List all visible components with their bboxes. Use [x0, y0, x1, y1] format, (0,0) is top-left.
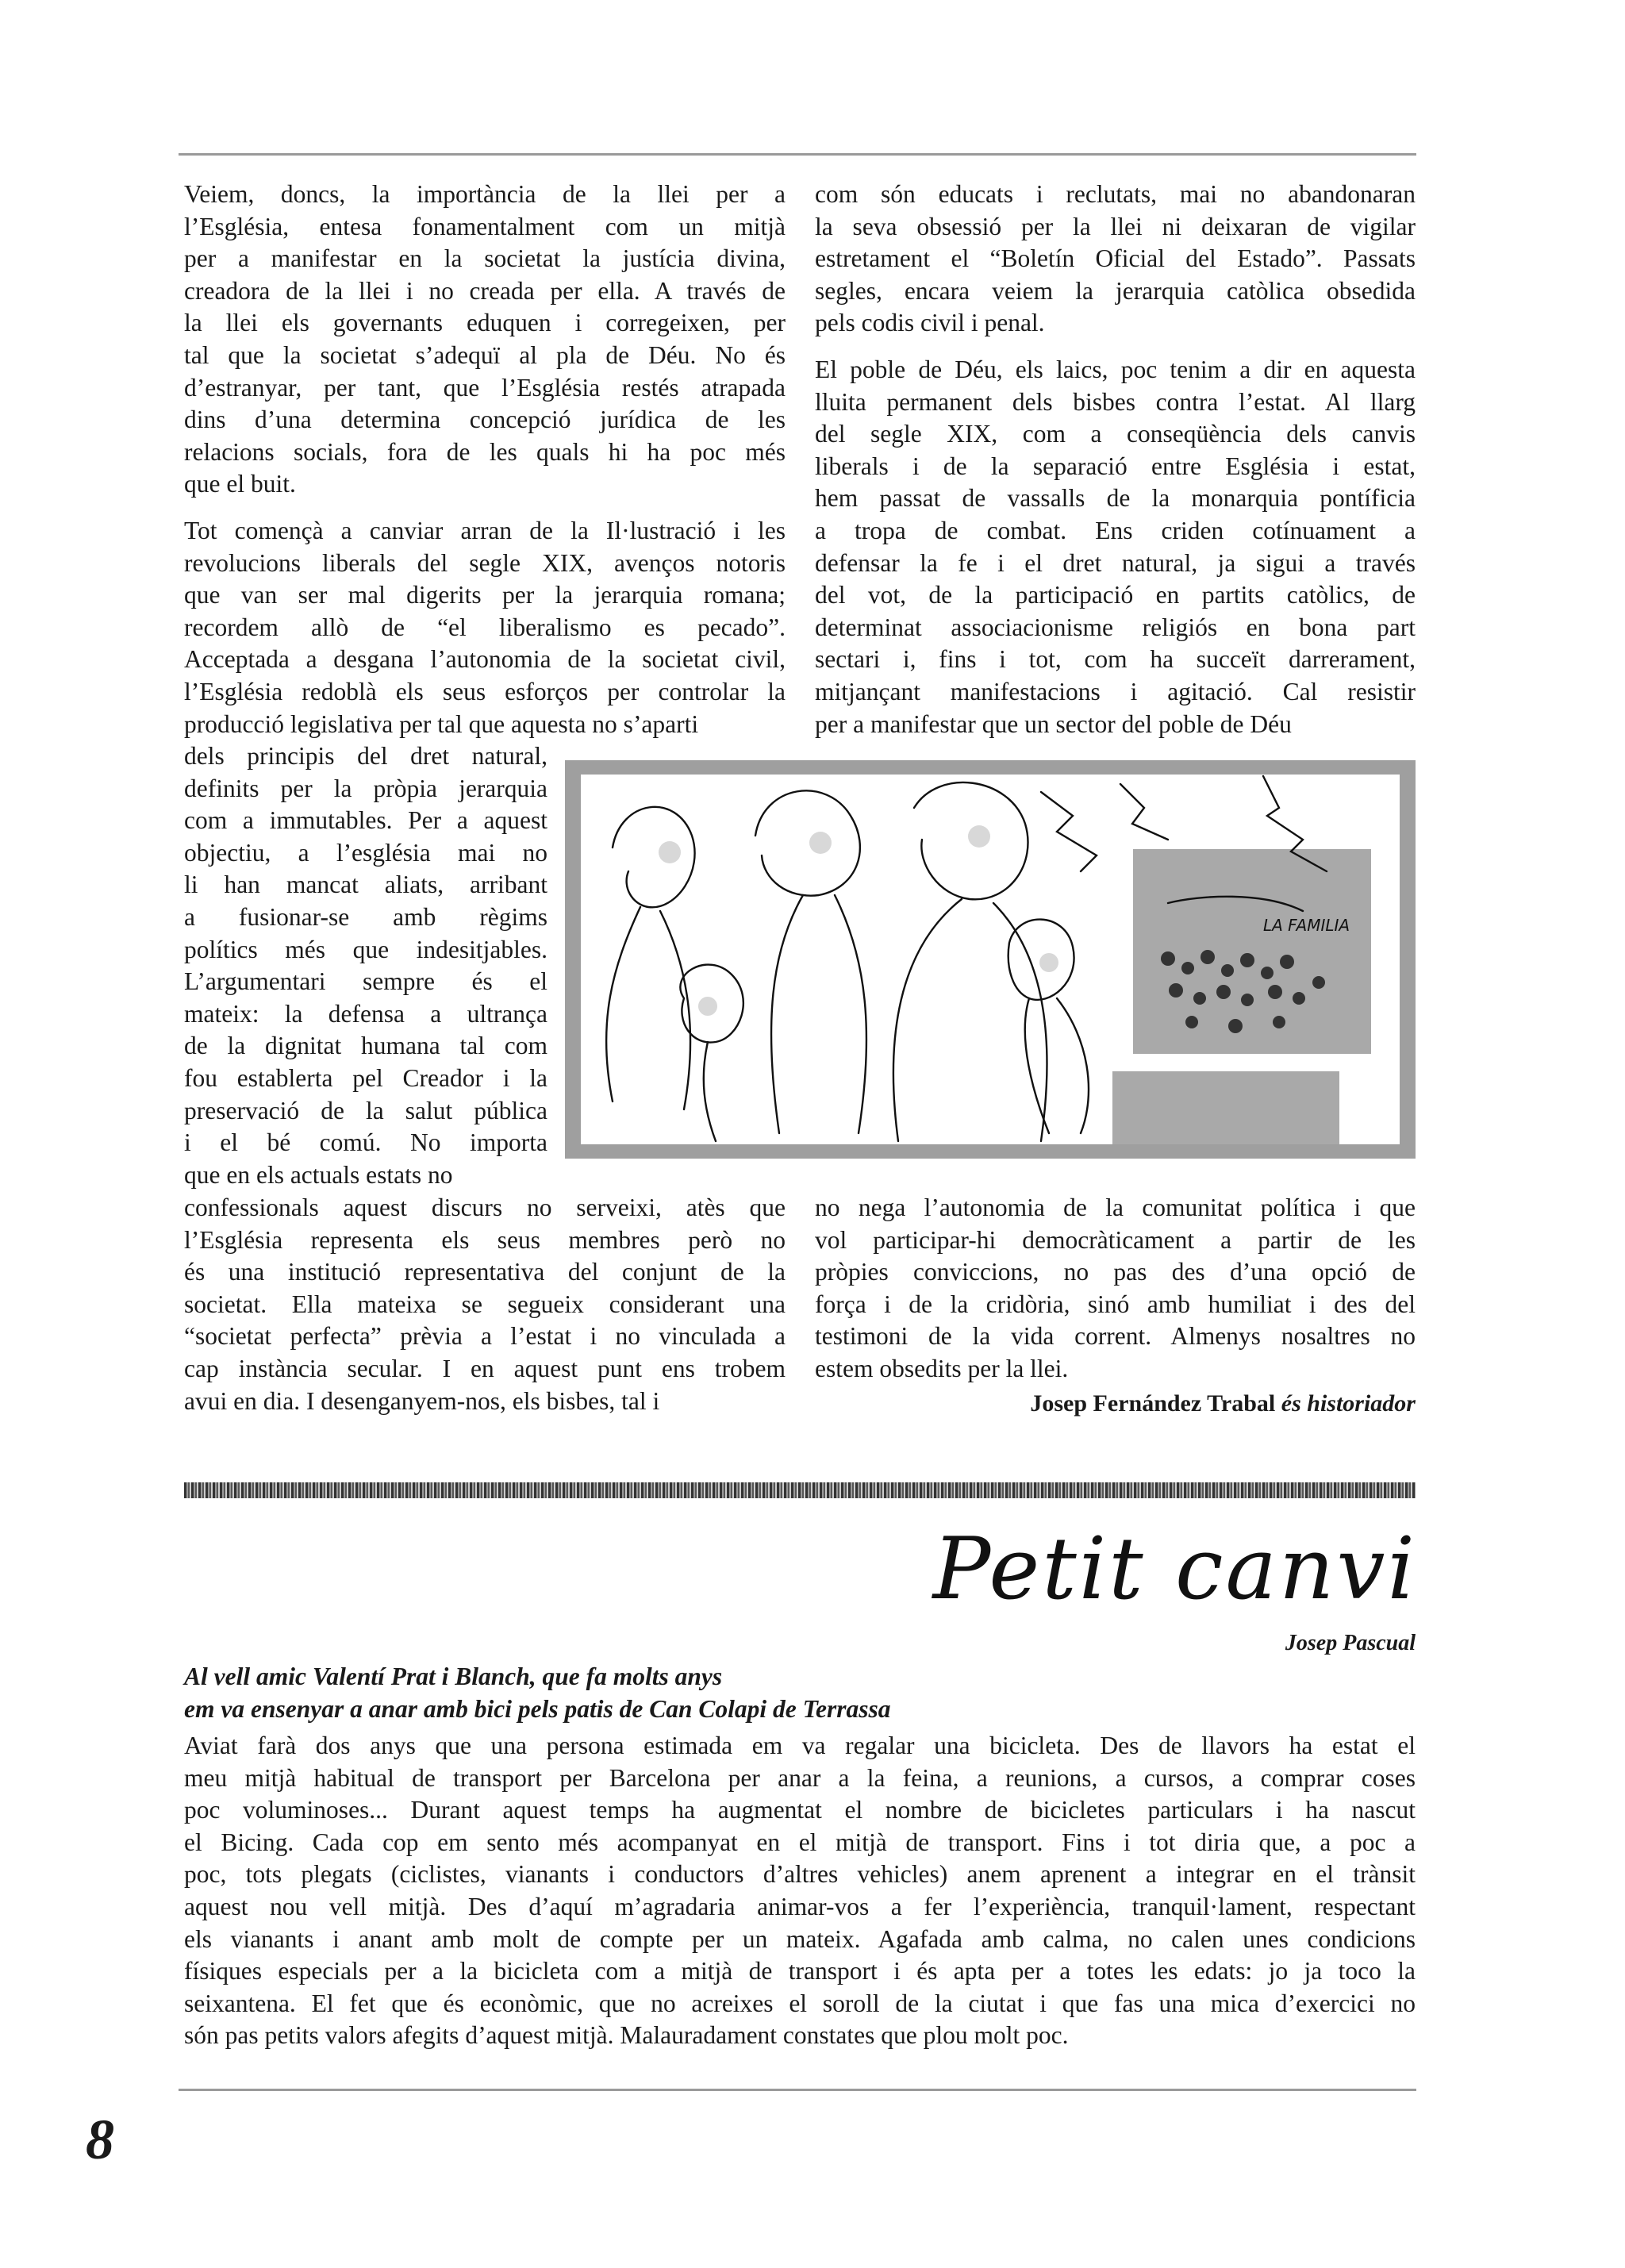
text-line: estretament el “Boletín Oficial del Estado”. Passats: [815, 244, 1416, 273]
article2-author: Josep Pascual: [1285, 1631, 1416, 1655]
text-line: Veiem, doncs, la importància de la llei per a: [184, 180, 786, 208]
text-line: lluita permanent dels bisbes contra l’estat. Al llarg: [815, 387, 1416, 416]
text-line: no nega l’autonomia de la comunitat política i que: [815, 1194, 1416, 1221]
text-line: com són educats i reclutats, mai no abandonaran: [815, 180, 1416, 208]
top-rule: [179, 153, 1416, 156]
text-line: dels principis del dret natural,: [184, 742, 547, 770]
text-line: polítics més que indesitjables.: [184, 935, 547, 963]
text-line: són pas petits valors afegits d’aquest mitjà. Malauradament constates que plou molt poc.: [184, 2021, 1069, 2050]
text-line: relacions socials, fora de les quals hi ha poc més: [184, 437, 786, 466]
text-line: pels codis civil i penal.: [815, 309, 1045, 337]
text-line: l’Església redoblà els seus esforços per controlar la: [184, 677, 786, 705]
text-line: de la dignitat humana tal com: [184, 1032, 547, 1060]
text-line: segles, encara veiem la jerarquia catòlica obsedida: [815, 276, 1416, 305]
text-line: estem obsedits per la llei.: [815, 1354, 1069, 1382]
text-line: liberals i de la separació entre Església i estat,: [815, 452, 1416, 480]
text-line: i el bé comú. No importa: [184, 1128, 547, 1157]
text-line: l’Església representa els seus membres però no: [184, 1225, 786, 1254]
byline-name: Josep Fernández Trabal: [1030, 1390, 1276, 1417]
section-divider: [184, 1482, 1416, 1498]
text-line: tal que la societat s’adequï al pla de Déu. No és: [184, 340, 786, 369]
text-line: del segle XIX, com a conseqüència dels canvis: [815, 420, 1416, 448]
text-line: per a manifestar en la societat la justícia divina,: [184, 244, 786, 273]
text-line: mateix: la defensa a ultrança: [184, 999, 547, 1028]
text-line: revolucions liberals del segle XIX, avenços notoris: [184, 548, 786, 577]
text-line: li han mancat aliats, arribant: [184, 871, 547, 899]
text-line: que el buit.: [184, 470, 296, 498]
bottom-rule: [179, 2089, 1416, 2091]
text-line: poc voluminoses... Durant aquest temps ha augmentat el nombre de bicicletes particulars i ha nascut: [184, 1796, 1416, 1824]
article2-title: Petit canvi: [932, 1520, 1417, 1619]
dedication-line: em va ensenyar a anar amb bici pels patis de Can Colapi de Terrassa: [184, 1695, 891, 1723]
text-line: la llei els governants eduquen i corregeixen, per: [184, 309, 786, 337]
text-line: definits per la pròpia jerarquia: [184, 774, 547, 802]
text-line: a tropa de combat. Ens criden cotínuament a: [815, 516, 1416, 544]
text-line: sectari i, fins i tot, com ha succeït darrerament,: [815, 645, 1416, 674]
text-line: del vot, de la participació en partits catòlics, de: [815, 581, 1416, 609]
text-line: defensar la fe i el dret natural, ja sigui a través: [815, 548, 1416, 577]
text-line: físiques especials per a la bicicleta com a mitjà de transport i és apta per a totes les edats: jo ja toco la: [184, 1957, 1416, 1985]
text-line: vol participar-hi democràticament a partir de les: [815, 1225, 1416, 1254]
text-line: dins d’una determina concepció jurídica de les: [184, 406, 786, 434]
text-line: Aviat farà dos anys que una persona estimada em va regalar una bicicleta. Des de llavors ha estat el: [184, 1732, 1416, 1759]
dedication-line: Al vell amic Valentí Prat i Blanch, que fa molts anys: [184, 1663, 723, 1690]
text-line: cap instància secular. I en aquest punt ens trobem: [184, 1354, 786, 1382]
text-line: l’Església, entesa fonamentalment com un mitjà: [184, 212, 786, 240]
text-line: creadora de la llei i no creada per ella. A través de: [184, 276, 786, 305]
article2-dedication: [184, 1660, 890, 1725]
article1-col2-para1: [815, 179, 1416, 340]
article1-col1-para2-wrap: [184, 740, 547, 1191]
text-line: societat. Ella mateixa se segueix considerant una: [184, 1290, 786, 1318]
text-line: preservació de la salut pública: [184, 1096, 547, 1124]
text-line: és una institució representativa del conjunt de la: [184, 1258, 786, 1286]
article1-col1-para2: [184, 515, 786, 740]
text-line: la seva obsessió per la llei ni deixaran de vigilar: [815, 212, 1416, 240]
text-line: força i de la cridòria, sinó amb humiliat i des del: [815, 1290, 1416, 1318]
text-line: L’argumentari sempre és el: [184, 967, 547, 996]
text-line: El poble de Déu, els laics, poc tenim a dir en aquesta: [815, 356, 1416, 383]
text-line: Acceptada a desgana l’autonomia de la societat civil,: [184, 645, 786, 674]
article1-byline: [1030, 1390, 1416, 1417]
text-line: d’estranyar, per tant, que l’Església restés atrapada: [184, 373, 786, 402]
text-line: avui en dia. I desenganyem-nos, els bisbes, tal i: [184, 1386, 660, 1415]
text-line: confessionals aquest discurs no serveixi, atès que: [184, 1194, 786, 1221]
text-line: pròpies conviccions, no pas des d’una opció de: [815, 1258, 1416, 1286]
text-line: fou establerta pel Creador i la: [184, 1063, 547, 1092]
text-line: com a immutables. Per a aquest: [184, 806, 547, 835]
article1-col1-para2-cont: [184, 1192, 786, 1417]
text-line: hem passat de vassalls de la monarquia pontíficia: [815, 484, 1416, 513]
text-line: aquest nou vell mitjà. Des d’aquí m’agradaria animar-vos a fer l’experiència, tranquil·lament, respectant: [184, 1892, 1416, 1920]
text-line: objectiu, a l’església mai no: [184, 838, 547, 867]
article1-col1-para1: [184, 179, 786, 501]
byline-role: és historiador: [1281, 1390, 1416, 1417]
article1-col2-para2: [815, 354, 1416, 740]
text-line: per a manifestar que un sector del poble de Déu: [815, 709, 1292, 738]
text-line: que en els actuals estats no: [184, 1160, 453, 1189]
text-line: a fusionar-se amb règims: [184, 902, 547, 931]
text-line: Tot començà a canviar arran de la Il·lustració i les: [184, 517, 786, 544]
text-line: meu mitjà habitual de transport per Barcelona per anar a la feina, a reunions, a cursos, a comprar coses: [184, 1763, 1416, 1792]
page-number: 8: [86, 2108, 114, 2171]
text-line: determinat associacionisme religiós en bona part: [815, 613, 1416, 641]
text-line: seixantena. El fet que és econòmic, que no acreixes el soroll de la ciutat i que fas una mica d’exercici no: [184, 1989, 1416, 2017]
text-line: “societat perfecta” prèvia a l’estat i no vinculada a: [184, 1322, 786, 1351]
text-line: que van ser mal digerits per la jerarquia romana;: [184, 581, 786, 609]
text-line: mitjançant manifestacions i agitació. Cal resistir: [815, 677, 1416, 705]
text-line: testimoni de la vida corrent. Almenys nosaltres no: [815, 1322, 1416, 1351]
illustration-caption: LA FAMILIA: [1263, 916, 1350, 935]
sketch-illustration: [565, 760, 1416, 1159]
text-line: els vianants i anant amb molt de compte per un mateix. Agafada amb calma, no calen unes condicions: [184, 1924, 1416, 1953]
article1-col2-para3: [815, 1192, 1416, 1386]
text-line: el Bicing. Cada cop em sento més acompanyat en el mitjà de transport. Fins i tot diria que, a poc a: [184, 1828, 1416, 1856]
text-line: producció legislativa per tal que aquesta no s’aparti: [184, 709, 699, 738]
article2-body: [184, 1730, 1416, 2052]
text-line: poc, tots plegats (ciclistes, vianants i conductors d’altres vehicles) anem aprenent a integrar en el trànsit: [184, 1860, 1416, 1889]
text-line: recordem allò de “el liberalismo es pecado”.: [184, 613, 786, 641]
